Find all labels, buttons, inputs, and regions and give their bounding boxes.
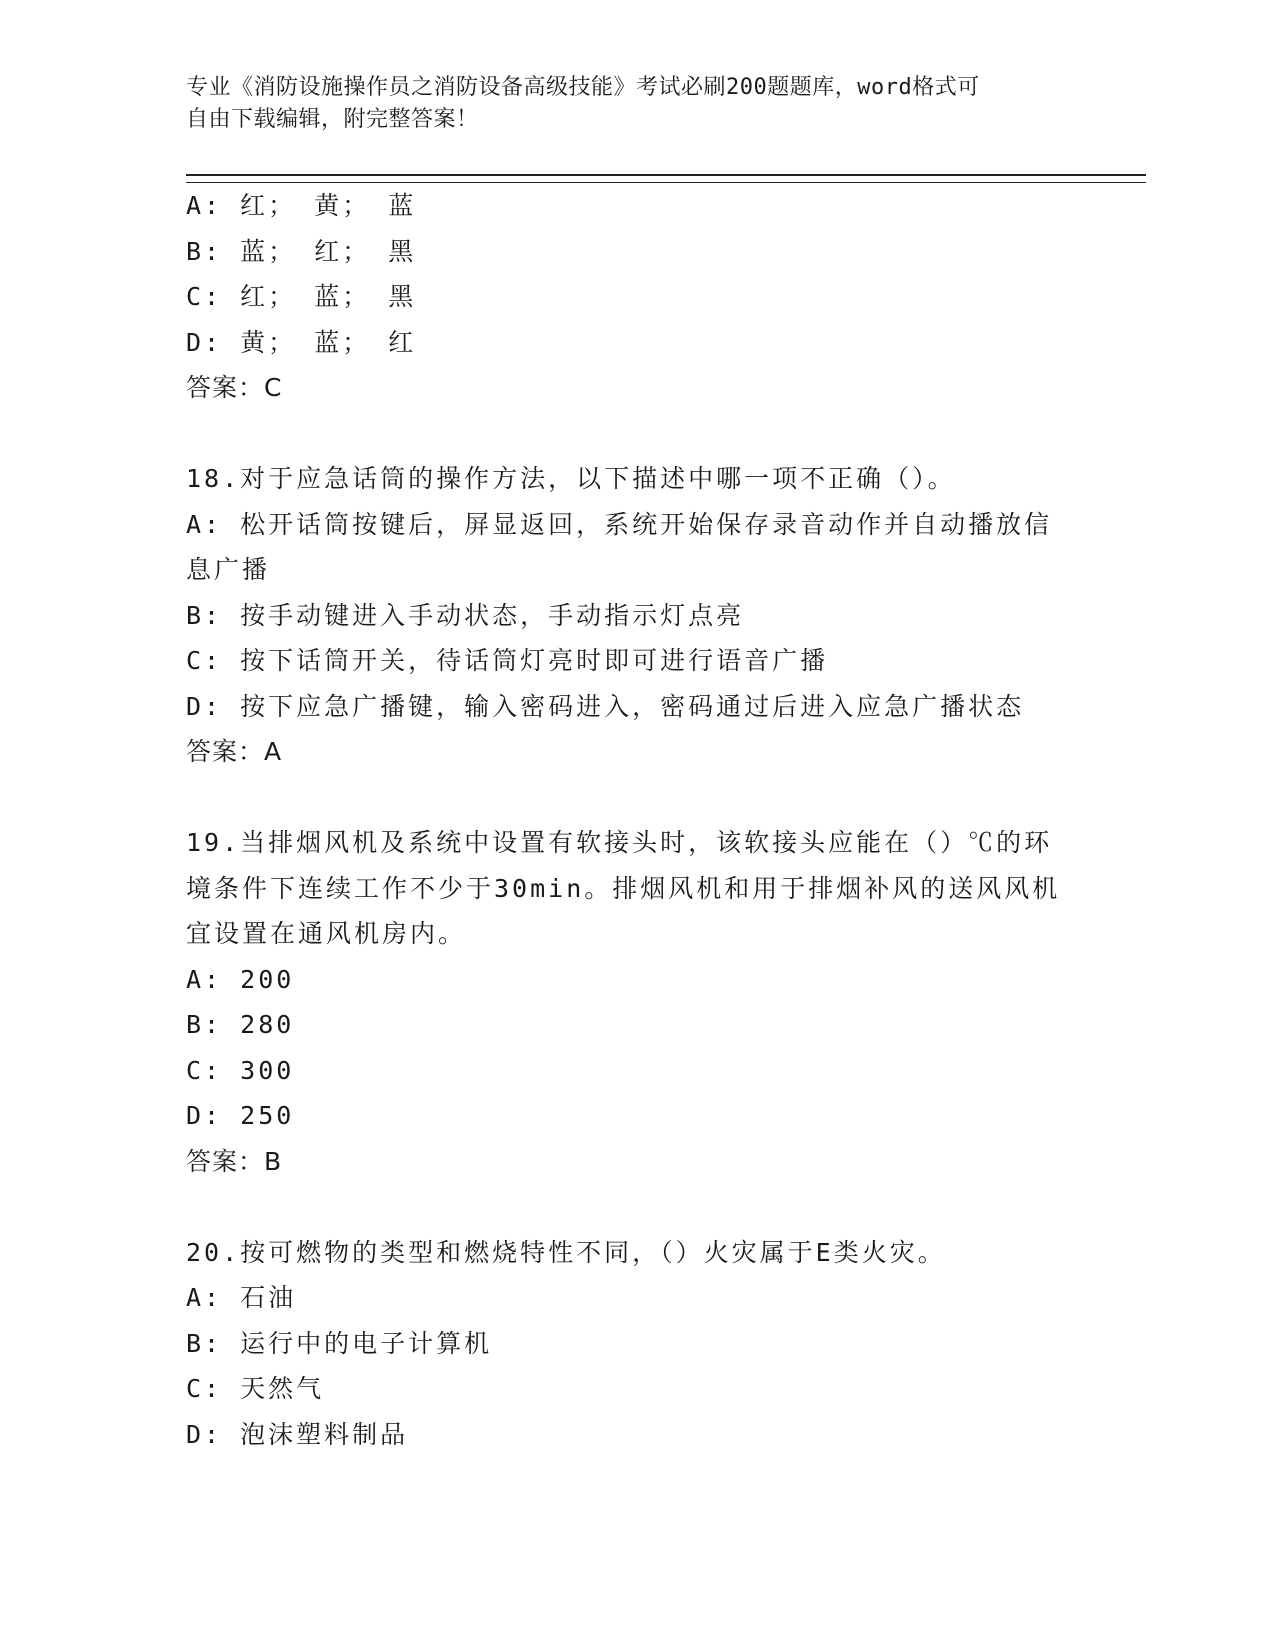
question-20 (186, 1230, 1146, 1458)
spacer (186, 1184, 1146, 1230)
option-a-line-2: 息广播 (186, 555, 271, 584)
option-a: A: 200 (186, 964, 295, 994)
question-text-line-2: 境条件下连续工作不少于30min。排烟风机和用于排烟补风的送风风机 (186, 873, 1061, 903)
answer: 答案：B (186, 1146, 283, 1176)
option-d: D: 按下应急广播键，输入密码进入，密码通过后进入应急广播状态 (186, 691, 1025, 721)
question-18 (186, 456, 1146, 775)
option-c: C: 按下话筒开关，待话筒灯亮时即可进行语音广播 (186, 646, 829, 675)
question-text: 18.对于应急话筒的操作方法，以下描述中哪一项不正确（）。 (186, 464, 956, 493)
question-19 (186, 820, 1146, 1184)
option-c: C: 天然气 (186, 1374, 325, 1403)
option-a: A: 红； 黄； 蓝 (186, 191, 417, 220)
option-c: C: 300 (186, 1055, 295, 1085)
header-line-2: 自由下载编辑，附完整答案！ (186, 107, 479, 132)
document-page (186, 72, 1146, 1457)
question-list (186, 183, 1146, 1457)
question-17 (186, 183, 1146, 411)
header-divider (186, 174, 1146, 183)
spacer (186, 411, 1146, 457)
option-d: D: 黄； 蓝； 红 (186, 327, 417, 357)
option-b: B: 280 (186, 1010, 295, 1039)
question-text-line-3: 宜设置在通风机房内。 (186, 919, 467, 948)
option-c: C: 红； 蓝； 黑 (186, 282, 417, 311)
spacer (186, 775, 1146, 821)
question-text-line-1: 19.当排烟风机及系统中设置有软接头时，该软接头应能在（）℃的环 (186, 828, 1053, 857)
option-a: A: 石油 (186, 1283, 297, 1312)
option-b: B: 蓝； 红； 黑 (186, 236, 417, 266)
question-text: 20.按可燃物的类型和燃烧特性不同，（）火灾属于E类火灾。 (186, 1237, 946, 1267)
option-d: D: 250 (186, 1101, 295, 1130)
answer: 答案：C (186, 373, 283, 402)
option-a-line-1: A: 松开话筒按键后，屏显返回，系统开始保存录音动作并自动播放信 (186, 509, 1053, 539)
option-b: B: 按手动键进入手动状态，手动指示灯点亮 (186, 600, 745, 630)
header-line-1: 专业《消防设施操作员之消防设备高级技能》考试必刷200题题库，word格式可 (186, 75, 980, 100)
answer: 答案：A (186, 737, 283, 766)
option-b: B: 运行中的电子计算机 (186, 1328, 493, 1358)
document-header (186, 72, 1146, 136)
option-d: D: 泡沫塑料制品 (186, 1419, 409, 1449)
